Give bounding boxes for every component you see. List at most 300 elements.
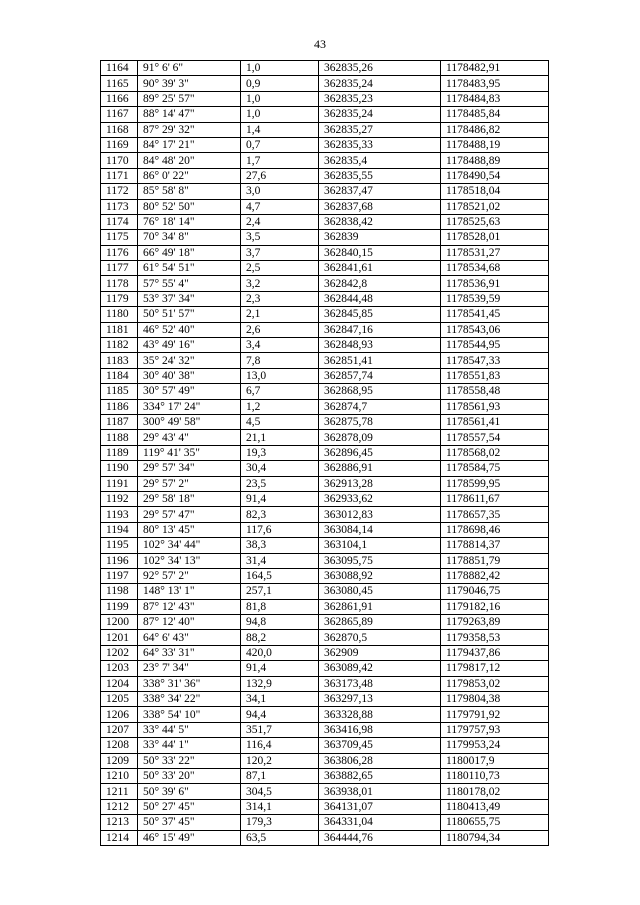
cell-direction-angle: 86° 0' 22" <box>138 168 241 183</box>
cell-point-number: 1169 <box>101 137 138 152</box>
cell-direction-angle: 29° 58' 18" <box>138 491 241 506</box>
table-row <box>101 692 549 707</box>
cell-length: 63,5 <box>241 830 319 845</box>
cell-coord-x: 362848,93 <box>319 338 441 353</box>
cell-length: 3,7 <box>241 245 319 260</box>
table-row <box>101 384 549 399</box>
cell-point-number: 1212 <box>101 799 138 814</box>
cell-length: 34,1 <box>241 692 319 707</box>
cell-coord-x: 362835,4 <box>319 153 441 168</box>
table-row <box>101 184 549 199</box>
cell-coord-y: 1180017,9 <box>441 753 549 768</box>
cell-coord-y: 1179817,12 <box>441 661 549 676</box>
cell-point-number: 1202 <box>101 645 138 660</box>
cell-coord-y: 1178584,75 <box>441 461 549 476</box>
cell-length: 81,8 <box>241 599 319 614</box>
cell-point-number: 1171 <box>101 168 138 183</box>
cell-coord-y: 1179853,02 <box>441 676 549 691</box>
cell-coord-x: 362913,28 <box>319 476 441 491</box>
cell-direction-angle: 76° 18' 14" <box>138 214 241 229</box>
cell-point-number: 1182 <box>101 338 138 353</box>
cell-coord-x: 362835,26 <box>319 61 441 76</box>
cell-coord-x: 362842,8 <box>319 276 441 291</box>
cell-coord-x: 363104,1 <box>319 538 441 553</box>
cell-point-number: 1197 <box>101 568 138 583</box>
cell-length: 1,7 <box>241 153 319 168</box>
cell-direction-angle: 29° 57' 47" <box>138 507 241 522</box>
table-row <box>101 122 549 137</box>
cell-coord-x: 362839 <box>319 230 441 245</box>
cell-point-number: 1176 <box>101 245 138 260</box>
cell-coord-y: 1180655,75 <box>441 815 549 830</box>
cell-point-number: 1207 <box>101 722 138 737</box>
cell-direction-angle: 64° 33' 31" <box>138 645 241 660</box>
cell-coord-x: 362844,48 <box>319 291 441 306</box>
cell-coord-x: 363084,14 <box>319 522 441 537</box>
table-row <box>101 753 549 768</box>
table-row <box>101 553 549 568</box>
cell-point-number: 1174 <box>101 214 138 229</box>
cell-point-number: 1206 <box>101 707 138 722</box>
cell-length: 116,4 <box>241 738 319 753</box>
cell-coord-x: 362835,33 <box>319 137 441 152</box>
cell-coord-y: 1178490,54 <box>441 168 549 183</box>
cell-direction-angle: 90° 39' 3" <box>138 76 241 91</box>
table-row <box>101 230 549 245</box>
cell-coord-y: 1179437,86 <box>441 645 549 660</box>
cell-coord-y: 1179046,75 <box>441 584 549 599</box>
cell-direction-angle: 89° 25' 57" <box>138 91 241 106</box>
cell-coord-y: 1178539,59 <box>441 291 549 306</box>
cell-length: 94,4 <box>241 707 319 722</box>
cell-point-number: 1165 <box>101 76 138 91</box>
cell-coord-x: 363938,01 <box>319 784 441 799</box>
cell-direction-angle: 70° 34' 8" <box>138 230 241 245</box>
cell-coord-y: 1178541,45 <box>441 307 549 322</box>
cell-length: 13,0 <box>241 368 319 383</box>
cell-length: 351,7 <box>241 722 319 737</box>
cell-coord-x: 362835,55 <box>319 168 441 183</box>
cell-coord-x: 363080,45 <box>319 584 441 599</box>
cell-coord-y: 1180413,49 <box>441 799 549 814</box>
table-row <box>101 353 549 368</box>
cell-coord-x: 362847,16 <box>319 322 441 337</box>
cell-length: 3,5 <box>241 230 319 245</box>
cell-direction-angle: 66° 49' 18" <box>138 245 241 260</box>
cell-length: 27,6 <box>241 168 319 183</box>
cell-point-number: 1181 <box>101 322 138 337</box>
cell-point-number: 1177 <box>101 261 138 276</box>
cell-coord-y: 1178544,95 <box>441 338 549 353</box>
cell-direction-angle: 80° 52' 50" <box>138 199 241 214</box>
cell-length: 4,5 <box>241 414 319 429</box>
cell-length: 7,8 <box>241 353 319 368</box>
cell-length: 0,7 <box>241 137 319 152</box>
cell-length: 94,8 <box>241 615 319 630</box>
cell-coord-x: 362845,85 <box>319 307 441 322</box>
cell-coord-y: 1179358,53 <box>441 630 549 645</box>
cell-length: 2,3 <box>241 291 319 306</box>
cell-length: 87,1 <box>241 768 319 783</box>
table-row <box>101 276 549 291</box>
table-row <box>101 507 549 522</box>
cell-point-number: 1196 <box>101 553 138 568</box>
cell-coord-x: 362865,89 <box>319 615 441 630</box>
table-row <box>101 261 549 276</box>
table-row <box>101 661 549 676</box>
cell-coord-y: 1178561,93 <box>441 399 549 414</box>
cell-direction-angle: 50° 33' 22" <box>138 753 241 768</box>
cell-point-number: 1204 <box>101 676 138 691</box>
cell-coord-y: 1178568,02 <box>441 445 549 460</box>
cell-direction-angle: 29° 57' 2" <box>138 476 241 491</box>
cell-coord-y: 1178698,46 <box>441 522 549 537</box>
cell-coord-y: 1178599,95 <box>441 476 549 491</box>
cell-direction-angle: 64° 6' 43" <box>138 630 241 645</box>
cell-coord-y: 1180110,73 <box>441 768 549 783</box>
cell-point-number: 1191 <box>101 476 138 491</box>
cell-coord-x: 363416,98 <box>319 722 441 737</box>
page-number: 43 <box>314 37 326 51</box>
cell-direction-angle: 119° 41' 35" <box>138 445 241 460</box>
table-row <box>101 445 549 460</box>
cell-coord-y: 1179757,93 <box>441 722 549 737</box>
cell-direction-angle: 87° 12' 40" <box>138 615 241 630</box>
cell-point-number: 1167 <box>101 107 138 122</box>
cell-point-number: 1189 <box>101 445 138 460</box>
cell-coord-x: 362841,61 <box>319 261 441 276</box>
cell-coord-y: 1178558,48 <box>441 384 549 399</box>
cell-coord-y: 1178561,41 <box>441 414 549 429</box>
cell-direction-angle: 102° 34' 13" <box>138 553 241 568</box>
cell-point-number: 1185 <box>101 384 138 399</box>
cell-point-number: 1210 <box>101 768 138 783</box>
cell-coord-y: 1178484,83 <box>441 91 549 106</box>
table-row <box>101 615 549 630</box>
cell-coord-x: 362870,5 <box>319 630 441 645</box>
table-row <box>101 61 549 76</box>
cell-coord-y: 1178657,35 <box>441 507 549 522</box>
cell-direction-angle: 50° 37' 45" <box>138 815 241 830</box>
cell-coord-x: 362838,42 <box>319 214 441 229</box>
cell-length: 257,1 <box>241 584 319 599</box>
table-row <box>101 322 549 337</box>
table-row <box>101 91 549 106</box>
cell-length: 1,4 <box>241 122 319 137</box>
cell-coord-y: 1178814,37 <box>441 538 549 553</box>
cell-length: 0,9 <box>241 76 319 91</box>
cell-direction-angle: 92° 57' 2" <box>138 568 241 583</box>
cell-coord-y: 1178485,84 <box>441 107 549 122</box>
cell-length: 38,3 <box>241 538 319 553</box>
cell-coord-x: 362840,15 <box>319 245 441 260</box>
cell-point-number: 1203 <box>101 661 138 676</box>
cell-length: 2,4 <box>241 214 319 229</box>
cell-direction-angle: 30° 57' 49" <box>138 384 241 399</box>
cell-coord-y: 1179182,16 <box>441 599 549 614</box>
cell-length: 30,4 <box>241 461 319 476</box>
table-row <box>101 414 549 429</box>
cell-coord-x: 362835,24 <box>319 76 441 91</box>
table-row <box>101 368 549 383</box>
cell-coord-y: 1179804,38 <box>441 692 549 707</box>
cell-length: 132,9 <box>241 676 319 691</box>
cell-length: 1,0 <box>241 107 319 122</box>
cell-point-number: 1213 <box>101 815 138 830</box>
cell-length: 2,6 <box>241 322 319 337</box>
cell-direction-angle: 43° 49' 16" <box>138 338 241 353</box>
cell-coord-y: 1178488,19 <box>441 137 549 152</box>
cell-point-number: 1188 <box>101 430 138 445</box>
cell-length: 6,7 <box>241 384 319 399</box>
cell-length: 3,2 <box>241 276 319 291</box>
table-row <box>101 291 549 306</box>
cell-length: 304,5 <box>241 784 319 799</box>
cell-direction-angle: 30° 40' 38" <box>138 368 241 383</box>
table-row <box>101 676 549 691</box>
cell-coord-x: 362896,45 <box>319 445 441 460</box>
table-row <box>101 722 549 737</box>
cell-length: 1,2 <box>241 399 319 414</box>
cell-coord-y: 1179263,89 <box>441 615 549 630</box>
cell-coord-y: 1178851,79 <box>441 553 549 568</box>
cell-direction-angle: 50° 27' 45" <box>138 799 241 814</box>
table-row <box>101 199 549 214</box>
cell-direction-angle: 338° 34' 22" <box>138 692 241 707</box>
cell-coord-x: 363012,83 <box>319 507 441 522</box>
cell-length: 117,6 <box>241 522 319 537</box>
cell-coord-y: 1178611,67 <box>441 491 549 506</box>
cell-coord-x: 362875,78 <box>319 414 441 429</box>
cell-direction-angle: 33° 44' 1" <box>138 738 241 753</box>
cell-length: 164,5 <box>241 568 319 583</box>
cell-coord-x: 363089,42 <box>319 661 441 676</box>
cell-length: 420,0 <box>241 645 319 660</box>
cell-coord-x: 364331,04 <box>319 815 441 830</box>
table-row <box>101 461 549 476</box>
cell-direction-angle: 102° 34' 44" <box>138 538 241 553</box>
cell-length: 19,3 <box>241 445 319 460</box>
cell-point-number: 1205 <box>101 692 138 707</box>
cell-coord-x: 362868,95 <box>319 384 441 399</box>
table-row <box>101 768 549 783</box>
cell-coord-x: 363173,48 <box>319 676 441 691</box>
cell-point-number: 1200 <box>101 615 138 630</box>
table-row <box>101 307 549 322</box>
cell-direction-angle: 334° 17' 24" <box>138 399 241 414</box>
cell-coord-x: 362857,74 <box>319 368 441 383</box>
cell-coord-x: 362835,24 <box>319 107 441 122</box>
table-row <box>101 245 549 260</box>
cell-direction-angle: 84° 17' 21" <box>138 137 241 152</box>
cell-length: 3,4 <box>241 338 319 353</box>
cell-point-number: 1186 <box>101 399 138 414</box>
cell-coord-y: 1178536,91 <box>441 276 549 291</box>
cell-coord-y: 1178518,04 <box>441 184 549 199</box>
table-row <box>101 568 549 583</box>
cell-coord-y: 1178557,54 <box>441 430 549 445</box>
cell-length: 179,3 <box>241 815 319 830</box>
cell-coord-y: 1179791,92 <box>441 707 549 722</box>
cell-point-number: 1214 <box>101 830 138 845</box>
cell-point-number: 1190 <box>101 461 138 476</box>
cell-coord-y: 1178482,91 <box>441 61 549 76</box>
cell-direction-angle: 148° 13' 1" <box>138 584 241 599</box>
cell-point-number: 1172 <box>101 184 138 199</box>
table-row <box>101 107 549 122</box>
cell-point-number: 1198 <box>101 584 138 599</box>
coordinates-table <box>100 60 549 846</box>
cell-coord-x: 364444,76 <box>319 830 441 845</box>
cell-length: 21,1 <box>241 430 319 445</box>
cell-direction-angle: 46° 15' 49" <box>138 830 241 845</box>
cell-coord-x: 362835,27 <box>319 122 441 137</box>
cell-coord-x: 362835,23 <box>319 91 441 106</box>
cell-coord-y: 1178551,83 <box>441 368 549 383</box>
table-row <box>101 738 549 753</box>
cell-direction-angle: 50° 33' 20" <box>138 768 241 783</box>
cell-length: 31,4 <box>241 553 319 568</box>
cell-point-number: 1164 <box>101 61 138 76</box>
table-row <box>101 522 549 537</box>
cell-coord-x: 362851,41 <box>319 353 441 368</box>
cell-coord-y: 1180178,02 <box>441 784 549 799</box>
table-row <box>101 799 549 814</box>
cell-length: 88,2 <box>241 630 319 645</box>
cell-coord-x: 364131,07 <box>319 799 441 814</box>
table-row <box>101 76 549 91</box>
cell-length: 1,0 <box>241 61 319 76</box>
cell-point-number: 1211 <box>101 784 138 799</box>
coordinates-table-body <box>101 61 549 846</box>
cell-length: 91,4 <box>241 661 319 676</box>
cell-point-number: 1195 <box>101 538 138 553</box>
cell-length: 314,1 <box>241 799 319 814</box>
cell-coord-y: 1179953,24 <box>441 738 549 753</box>
table-row <box>101 645 549 660</box>
cell-direction-angle: 87° 29' 32" <box>138 122 241 137</box>
table-row <box>101 430 549 445</box>
cell-direction-angle: 33° 44' 5" <box>138 722 241 737</box>
cell-direction-angle: 29° 57' 34" <box>138 461 241 476</box>
cell-coord-y: 1178534,68 <box>441 261 549 276</box>
cell-direction-angle: 338° 31' 36" <box>138 676 241 691</box>
table-row <box>101 784 549 799</box>
cell-coord-y: 1178521,02 <box>441 199 549 214</box>
cell-point-number: 1178 <box>101 276 138 291</box>
table-row <box>101 168 549 183</box>
cell-coord-x: 363088,92 <box>319 568 441 583</box>
table-row <box>101 491 549 506</box>
cell-coord-y: 1178486,82 <box>441 122 549 137</box>
cell-length: 2,5 <box>241 261 319 276</box>
cell-coord-x: 362837,47 <box>319 184 441 199</box>
cell-length: 1,0 <box>241 91 319 106</box>
cell-coord-y: 1178488,89 <box>441 153 549 168</box>
cell-point-number: 1187 <box>101 414 138 429</box>
cell-direction-angle: 87° 12' 43" <box>138 599 241 614</box>
cell-point-number: 1166 <box>101 91 138 106</box>
cell-coord-y: 1178528,01 <box>441 230 549 245</box>
table-row <box>101 399 549 414</box>
table-row <box>101 214 549 229</box>
cell-direction-angle: 50° 51' 57" <box>138 307 241 322</box>
cell-point-number: 1208 <box>101 738 138 753</box>
cell-direction-angle: 29° 43' 4" <box>138 430 241 445</box>
cell-coord-y: 1178543,06 <box>441 322 549 337</box>
cell-point-number: 1201 <box>101 630 138 645</box>
cell-length: 91,4 <box>241 491 319 506</box>
cell-coord-x: 362886,91 <box>319 461 441 476</box>
cell-direction-angle: 91° 6' 6" <box>138 61 241 76</box>
cell-point-number: 1194 <box>101 522 138 537</box>
cell-coord-x: 363297,13 <box>319 692 441 707</box>
cell-coord-x: 363095,75 <box>319 553 441 568</box>
cell-point-number: 1192 <box>101 491 138 506</box>
table-row <box>101 630 549 645</box>
cell-coord-x: 362933,62 <box>319 491 441 506</box>
cell-direction-angle: 53° 37' 34" <box>138 291 241 306</box>
cell-direction-angle: 61° 54' 51" <box>138 261 241 276</box>
table-row <box>101 815 549 830</box>
cell-point-number: 1168 <box>101 122 138 137</box>
table-row <box>101 707 549 722</box>
cell-direction-angle: 80° 13' 45" <box>138 522 241 537</box>
cell-length: 120,2 <box>241 753 319 768</box>
cell-coord-y: 1178547,33 <box>441 353 549 368</box>
cell-direction-angle: 35° 24' 32" <box>138 353 241 368</box>
cell-point-number: 1175 <box>101 230 138 245</box>
table-row <box>101 538 549 553</box>
cell-direction-angle: 300° 49' 58" <box>138 414 241 429</box>
cell-coord-y: 1180794,34 <box>441 830 549 845</box>
cell-point-number: 1184 <box>101 368 138 383</box>
cell-length: 2,1 <box>241 307 319 322</box>
table-row <box>101 338 549 353</box>
cell-length: 3,0 <box>241 184 319 199</box>
cell-coord-y: 1178483,95 <box>441 76 549 91</box>
cell-length: 23,5 <box>241 476 319 491</box>
cell-coord-x: 363806,28 <box>319 753 441 768</box>
cell-coord-x: 362861,91 <box>319 599 441 614</box>
cell-length: 4,7 <box>241 199 319 214</box>
table-row <box>101 584 549 599</box>
cell-point-number: 1180 <box>101 307 138 322</box>
cell-point-number: 1179 <box>101 291 138 306</box>
cell-length: 82,3 <box>241 507 319 522</box>
table-row <box>101 137 549 152</box>
cell-coord-x: 362909 <box>319 645 441 660</box>
cell-point-number: 1183 <box>101 353 138 368</box>
cell-direction-angle: 57° 55' 4" <box>138 276 241 291</box>
cell-coord-x: 362878,09 <box>319 430 441 445</box>
cell-point-number: 1209 <box>101 753 138 768</box>
table-row <box>101 153 549 168</box>
cell-direction-angle: 23° 7' 34" <box>138 661 241 676</box>
table-row <box>101 599 549 614</box>
cell-coord-x: 362874,7 <box>319 399 441 414</box>
cell-direction-angle: 88° 14' 47" <box>138 107 241 122</box>
cell-direction-angle: 85° 58' 8" <box>138 184 241 199</box>
cell-coord-x: 363328,88 <box>319 707 441 722</box>
cell-coord-x: 363709,45 <box>319 738 441 753</box>
cell-direction-angle: 50° 39' 6" <box>138 784 241 799</box>
cell-point-number: 1173 <box>101 199 138 214</box>
table-row <box>101 830 549 845</box>
cell-coord-x: 362837,68 <box>319 199 441 214</box>
cell-point-number: 1193 <box>101 507 138 522</box>
cell-coord-x: 363882,65 <box>319 768 441 783</box>
